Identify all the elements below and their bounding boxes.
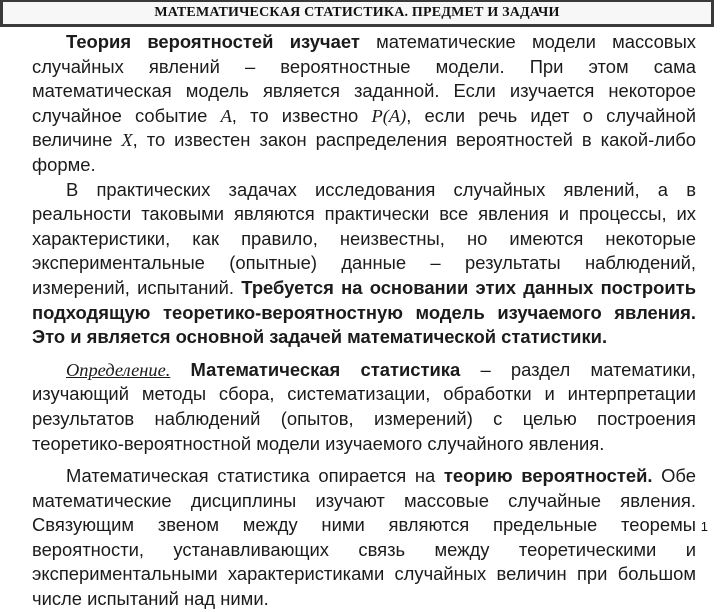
variable-symbol: Х xyxy=(121,130,133,151)
slide-title: МАТЕМАТИЧЕСКАЯ СТАТИСТИКА. ПРЕДМЕТ И ЗАДАЧИ xyxy=(154,5,560,20)
paragraph-relation: Математическая статистика опирается на теорию вероятностей. Обе математические дисциплины изучают массовые случайные явления. Связующим звеном между ними являются предельные теоремы вероятности, устанавливающих связь между теоретическими и экспериментальными характеристиками случайных величин при большом числе испытаний над ними. xyxy=(32,465,696,610)
probability-theory-term: теорию вероятностей. xyxy=(443,465,653,487)
lead-term: Теория вероятностей изучает xyxy=(66,31,360,52)
paragraph-practical-tasks: В практических задачах исследования случайных явлений, а в реальности таковыми являются практически все явления и процессы, их характеристики, как правило, неизвестны, но имеются некоторые экспериментальные (опытные) данные – результаты наблюдений, измерений, испытаний. Требуется на основании этих данных построить подходящую теоретико-вероятностную модель изучаемого явления. Это и является основной задачей математической статистики. xyxy=(32,178,696,348)
probability-symbol: Р(А) xyxy=(371,105,407,126)
event-symbol: А xyxy=(220,105,232,126)
defined-term: Математическая статистика xyxy=(170,358,461,380)
main-task-statement: Требуется на основании этих данных построить подходящую теоретико-вероятностную модель изучаемого явления. Это и является основной задачей математической статистики. xyxy=(32,276,696,348)
paragraph-definition: Определение. Математическая статистика – раздел математики, изучающий методы сбора, систематизации, обработки и интерпретации результатов наблюдений (опытов, измерений) с целью построения теоретико-вероятностной модели изучаемого случайного явления. xyxy=(32,358,697,454)
slide-header xyxy=(0,0,714,27)
paragraph-probability-theory: Теория вероятностей изучает математические модели массовых случайных явлений – вероятностные модели. При этом сама математическая модель является заданной. Если изучается некоторое случайное событие А, то известно Р(А), если речь идет о случайной величине Х, то известен закон распределения вероятностей в какой-либо форме. xyxy=(32,31,696,175)
page-number: 1 xyxy=(700,519,708,534)
slide-body xyxy=(32,30,696,612)
definition-label: Определение. xyxy=(66,359,171,380)
